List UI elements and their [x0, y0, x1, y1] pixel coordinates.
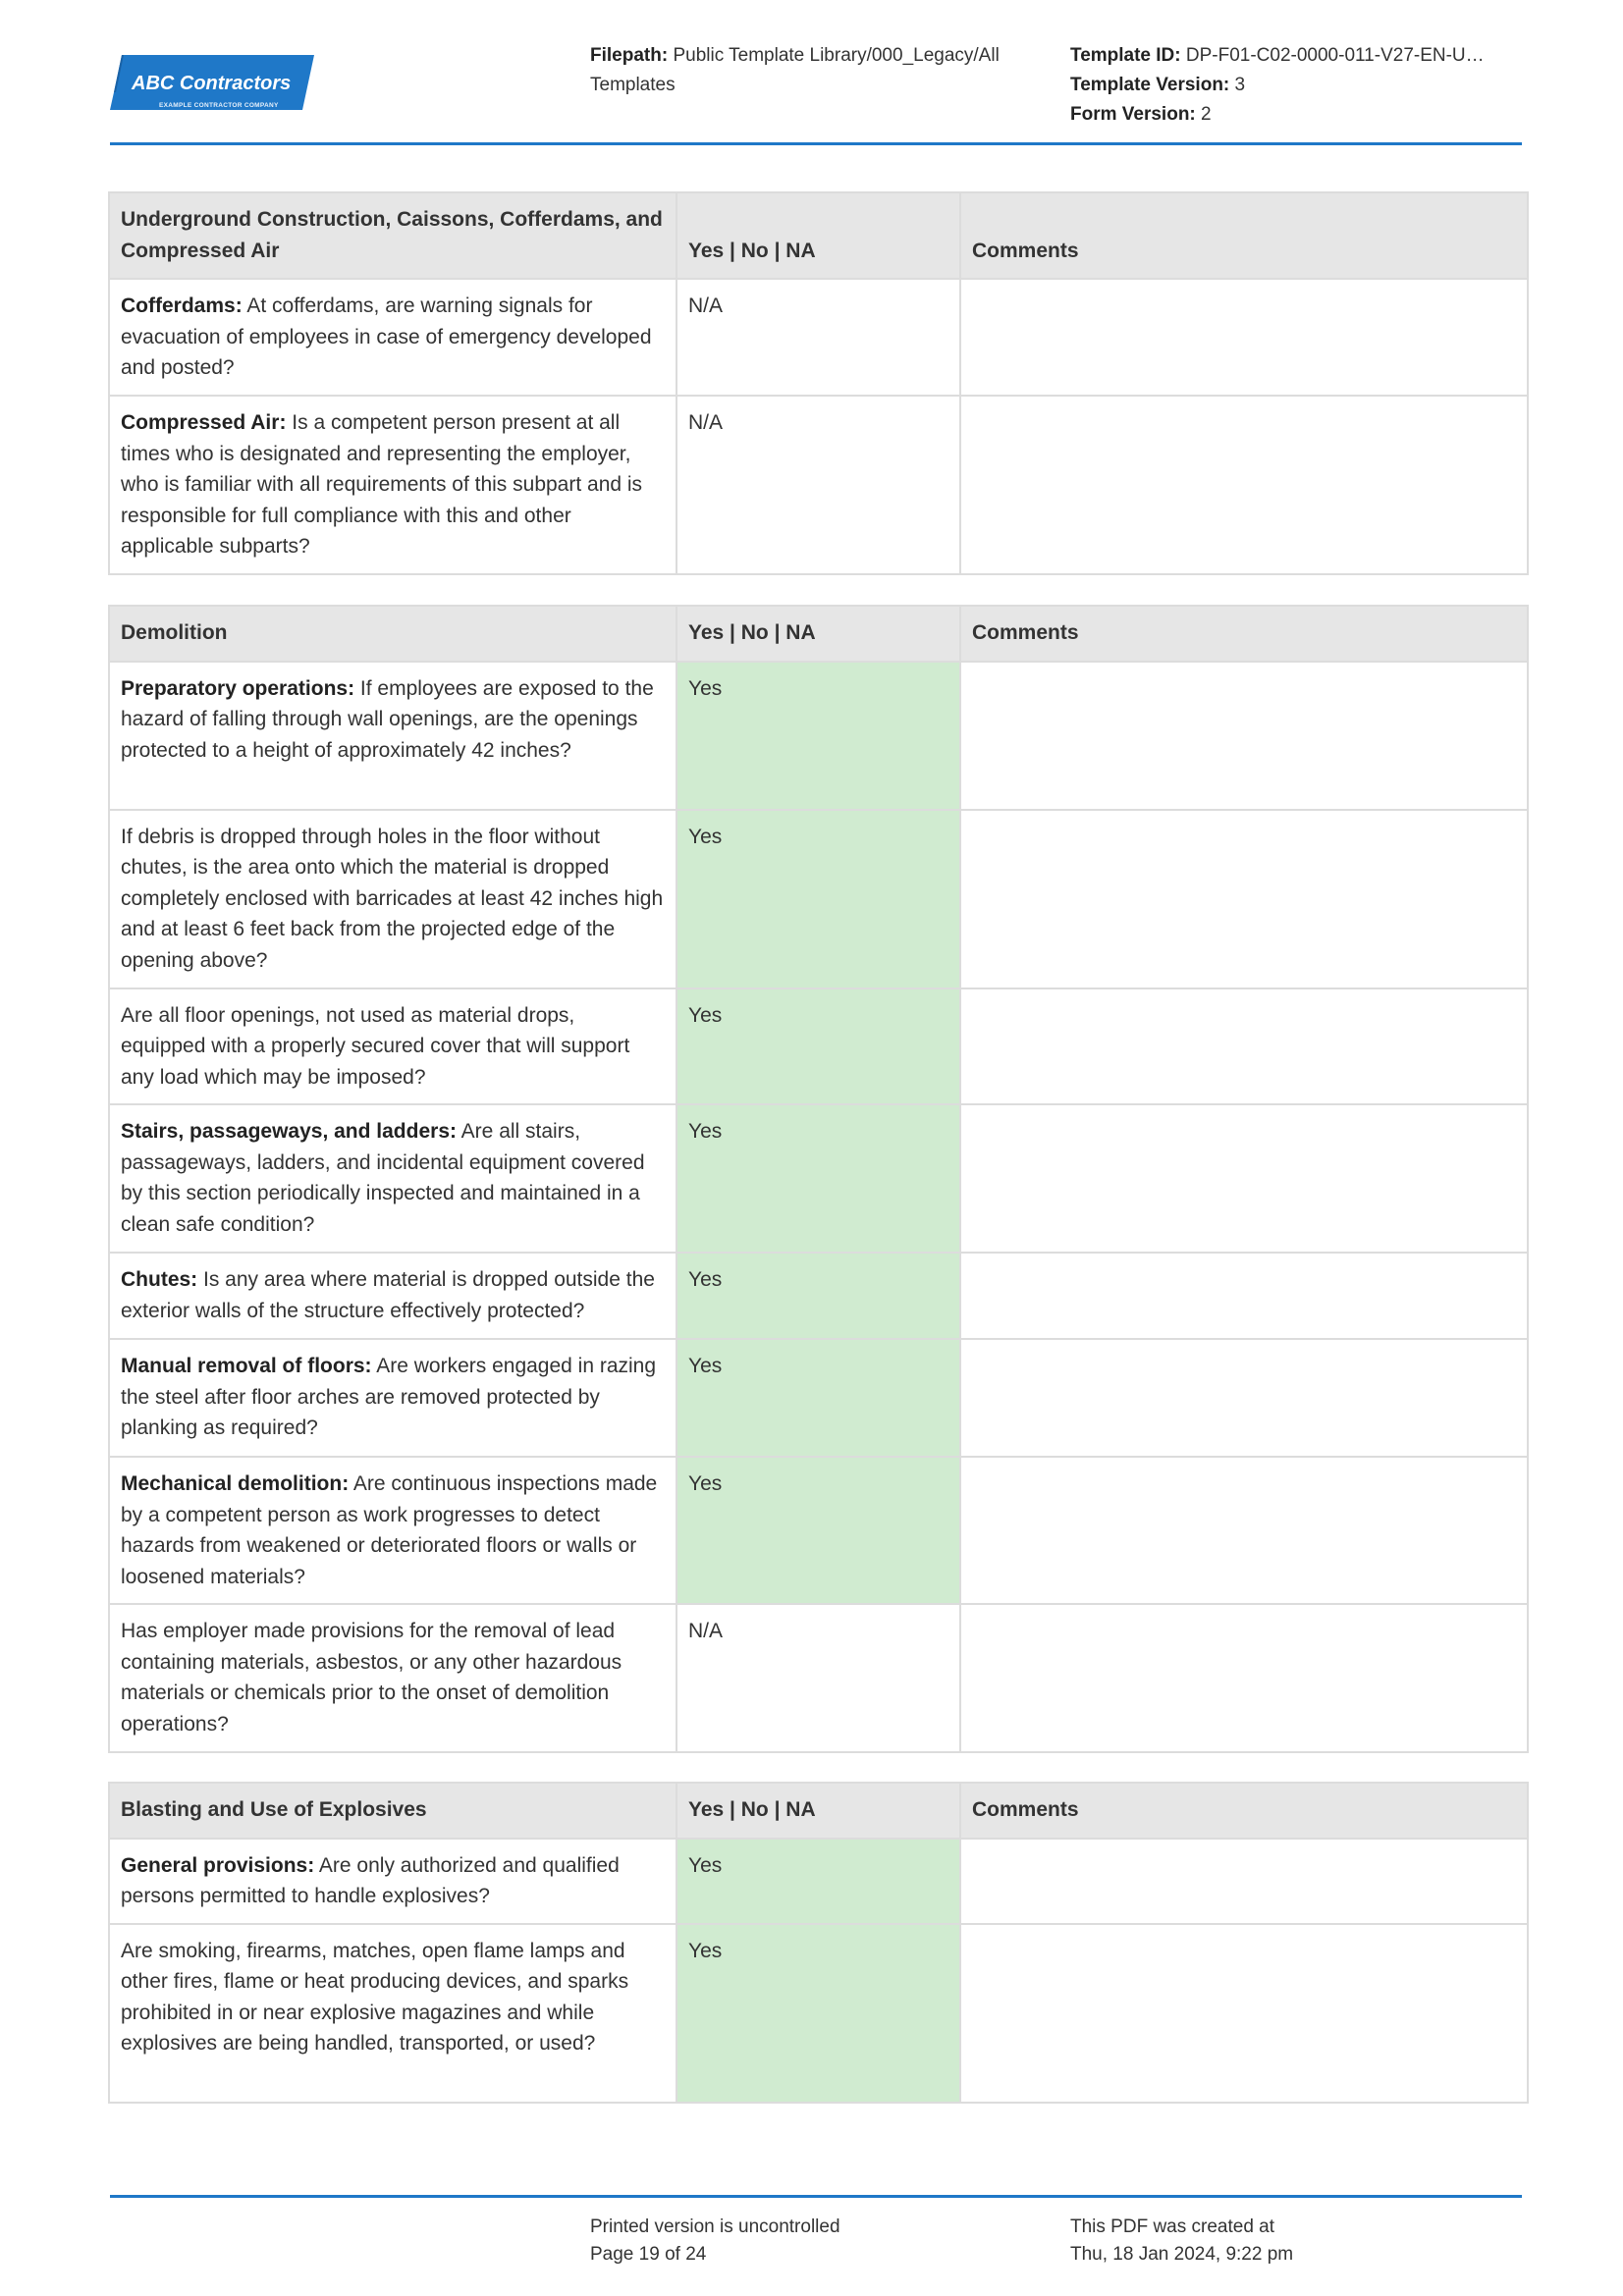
comment-cell[interactable] [960, 810, 1528, 988]
comment-cell[interactable] [960, 1457, 1528, 1604]
question-lead: Preparatory operations: [121, 676, 355, 700]
template-id-label: Template ID: [1070, 45, 1181, 66]
question-cell [109, 1457, 676, 1604]
comment-cell[interactable] [960, 279, 1528, 396]
answer-cell[interactable]: Yes [676, 662, 960, 810]
template-version-value: 3 [1234, 75, 1246, 95]
question-cell [109, 279, 676, 396]
question-text: Has employer made provisions for the removal of lead containing materials, asbestos, or any other hazardous materials or chemicals prior to the onset of demolition operations? [121, 1620, 622, 1735]
question-text: If employees are exposed to the hazard of falling through wall openings, are the openings protected to a height of approximately 42 inches? [121, 676, 654, 762]
answer-cell[interactable]: Yes [676, 1339, 960, 1457]
filepath-label: Filepath: [590, 45, 669, 66]
question-cell [109, 662, 676, 810]
question-lead: Chutes: [121, 1268, 198, 1291]
question-cell [109, 1104, 676, 1253]
answer-cell[interactable]: Yes [676, 1924, 960, 2103]
filepath-value: Public Template Library/000_Legacy/All [673, 45, 1000, 66]
page-header [110, 39, 1522, 145]
question-text: Are all floor openings, not used as material drops, equipped with a properly secured cover that will support any load which may be imposed? [121, 1003, 630, 1089]
template-id-value: DP-F01-C02-0000-011-V27-EN-U… [1185, 45, 1485, 66]
answer-cell[interactable]: Yes [676, 810, 960, 988]
question-text: At cofferdams, are warning signals for evacuation of employees in case of emergency developed and posted? [121, 294, 652, 379]
answer-cell[interactable]: N/A [676, 1604, 960, 1752]
answer-cell[interactable]: Yes [676, 1839, 960, 1924]
comment-cell[interactable] [960, 1339, 1528, 1457]
section-title: Blasting and Use of Explosives [109, 1783, 676, 1839]
comment-cell[interactable] [960, 1924, 1528, 2103]
section-title: Demolition [109, 606, 676, 662]
company-logo [110, 53, 316, 112]
question-cell [109, 396, 676, 574]
comment-cell[interactable] [960, 1104, 1528, 1253]
answer-cell[interactable]: Yes [676, 1104, 960, 1253]
table-row [109, 988, 1528, 1105]
comment-cell[interactable] [960, 1839, 1528, 1924]
table-row [109, 810, 1528, 988]
section-table-blasting [108, 1782, 1529, 2104]
section-table-underground [108, 191, 1529, 575]
answer-column-header: Yes | No | NA [676, 1783, 960, 1839]
table-row [109, 279, 1528, 396]
table-row [109, 662, 1528, 810]
template-info-block [1070, 41, 1524, 130]
question-cell [109, 1253, 676, 1339]
comment-cell[interactable] [960, 988, 1528, 1105]
question-lead: Stairs, passageways, and ladders: [121, 1120, 457, 1143]
answer-cell[interactable]: Yes [676, 1253, 960, 1339]
comment-cell[interactable] [960, 396, 1528, 574]
comments-column-header: Comments [960, 606, 1528, 662]
filepath-value-cont: Templates [590, 75, 676, 95]
comment-cell[interactable] [960, 662, 1528, 810]
answer-cell[interactable]: Yes [676, 1457, 960, 1604]
logo-title: ABC Contractors [132, 73, 292, 94]
comments-column-header: Comments [960, 192, 1528, 279]
page-number: Page 19 of 24 [590, 2244, 707, 2265]
table-header-row [109, 1783, 1528, 1839]
table-header-row [109, 606, 1528, 662]
question-cell [109, 1924, 676, 2103]
table-row [109, 1924, 1528, 2103]
table-row [109, 1253, 1528, 1339]
table-row [109, 1339, 1528, 1457]
question-cell [109, 988, 676, 1105]
question-lead: Manual removal of floors: [121, 1355, 372, 1377]
question-text: Is any area where material is dropped outside the exterior walls of the structure effectively protected? [121, 1268, 655, 1322]
logo-subtitle: EXAMPLE CONTRACTOR COMPANY [159, 102, 279, 109]
question-text: Is a competent person present at all times who is designated and representing the employer, who is familiar with all requirements of this subpart and is responsible for full compliance with this and other applicable subparts? [121, 411, 643, 558]
footer-print-info [590, 2214, 840, 2269]
table-row [109, 1604, 1528, 1752]
comment-cell[interactable] [960, 1604, 1528, 1752]
comment-cell[interactable] [960, 1253, 1528, 1339]
question-text: Are only authorized and qualified persons permitted to handle explosives? [121, 1853, 620, 1907]
question-lead: Compressed Air: [121, 411, 287, 434]
question-text: Are continuous inspections made by a competent person as work progresses to detect hazards from weakened or deteriorated floors or walls or loosened materials? [121, 1472, 658, 1588]
filepath-block [590, 41, 1052, 100]
created-date: Thu, 18 Jan 2024, 9:22 pm [1070, 2244, 1294, 2265]
question-text: If debris is dropped through holes in the floor without chutes, is the area onto which the material is dropped completely enclosed with barricades at least 42 inches high and at least 6 feet back from the projected edge of the opening above? [121, 825, 664, 972]
answer-cell[interactable]: Yes [676, 988, 960, 1105]
question-lead: General provisions: [121, 1853, 315, 1877]
question-lead: Cofferdams: [121, 294, 243, 317]
table-row [109, 396, 1528, 574]
table-row [109, 1839, 1528, 1924]
section-title: Underground Construction, Caissons, Cofferdams, and Compressed Air [109, 192, 676, 279]
uncontrolled-notice: Printed version is uncontrolled [590, 2216, 840, 2237]
template-version-label: Template Version: [1070, 75, 1230, 95]
table-header-row [109, 192, 1528, 279]
question-cell [109, 1604, 676, 1752]
question-text: Are workers engaged in razing the steel after floor arches are removed protected by planking as required? [121, 1355, 657, 1439]
page-footer [110, 2195, 1522, 2265]
table-row [109, 1457, 1528, 1604]
answer-cell[interactable]: N/A [676, 279, 960, 396]
form-version-value: 2 [1201, 104, 1212, 125]
answer-column-header: Yes | No | NA [676, 606, 960, 662]
table-row [109, 1104, 1528, 1253]
answer-column-header: Yes | No | NA [676, 192, 960, 279]
created-label: This PDF was created at [1070, 2216, 1275, 2237]
form-version-label: Form Version: [1070, 104, 1196, 125]
section-table-demolition [108, 605, 1529, 1753]
question-text: Are all stairs, passageways, ladders, and incidental equipment covered by this section periodically inspected and maintained in a clean safe condition? [121, 1120, 645, 1236]
answer-cell[interactable]: N/A [676, 396, 960, 574]
question-lead: Mechanical demolition: [121, 1472, 350, 1495]
question-cell [109, 810, 676, 988]
footer-created-info [1070, 2214, 1293, 2269]
question-text: Are smoking, firearms, matches, open flame lamps and other fires, flame or heat producing devices, and sparks prohibited in or near explosive magazines and while explosives are being handled, transported, or used? [121, 1939, 629, 2055]
question-cell [109, 1339, 676, 1457]
question-cell [109, 1839, 676, 1924]
comments-column-header: Comments [960, 1783, 1528, 1839]
